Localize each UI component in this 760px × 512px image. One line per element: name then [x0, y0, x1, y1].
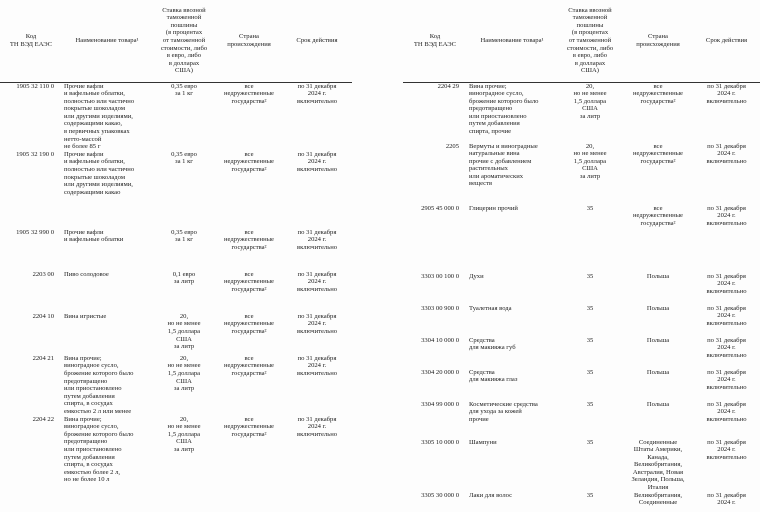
tariff-table-left [0, 0, 352, 504]
cell-name: Глицерин прочий [469, 204, 518, 212]
cell-code: 2203 00 [32, 270, 54, 278]
cell-name: Вина прочие; виноградное сусло, брожение которого было предотвращено или приостановлено путем добавления спирта, в сосудах емкостью 2 л или менее [64, 354, 134, 415]
table-row [403, 439, 760, 492]
cell-rate: 20, но не менее 1,5 доллара США за литр [573, 142, 607, 180]
table-row [0, 271, 352, 313]
cell-term: по 31 декабря 2024 г. включительно [706, 304, 747, 327]
cell-rate: 0,1 евро за литр [172, 270, 196, 286]
cell-code: 2204 10 [32, 312, 54, 320]
header-rate: Ставка ввозной таможенной пошлины (в процентах от таможенной стоимости, либо в евро, либо в долларах США) [557, 0, 623, 82]
cell-term: по 31 декабря 2024 г. включительно [296, 150, 338, 174]
cell-name: Вина игристые [64, 312, 107, 320]
table-row [403, 83, 760, 143]
table-row [403, 273, 760, 305]
cell-term: по 31 декабря 2024 г. включительно [706, 400, 747, 423]
header-rate: Ставка ввозной таможенной пошлины (в процентах от таможенной стоимости, либо в евро, либо в долларах США) [152, 0, 216, 82]
cell-rate: 35 [586, 336, 594, 344]
header-term: Срок действия [693, 0, 760, 82]
cell-country: Соединенные Штаты Америки, Канада, Великобритания, Австралия, Новая Зеландия, Польша, Италия [631, 438, 685, 492]
cell-rate: 20, но не менее 1,5 доллара США за литр [167, 312, 201, 351]
table-row [0, 83, 352, 151]
cell-term: по 31 декабря 2024 г. включительно [706, 142, 747, 165]
cell-code: 3304 99 000 0 [421, 400, 459, 408]
cell-country: Великобритания, Соединенные [633, 491, 683, 507]
cell-term: по 31 декабря 2024 г. включительно [706, 438, 747, 461]
table-row [403, 305, 760, 337]
cell-country: Польша [646, 336, 670, 344]
cell-code: 2905 45 000 0 [421, 204, 459, 212]
cell-rate: 35 [586, 272, 594, 280]
cell-code: 1905 32 190 0 [16, 150, 54, 158]
cell-name: Вина прочие; виноградное сусло, брожение которого было предотвращено или приостановлено путем добавления спирта, в сосудах емкостью более 2 л, но не более 10 л [64, 415, 134, 484]
cell-rate: 0,35 евро за 1 кг [171, 150, 197, 166]
cell-name: Прочие вафли и вафельные облатки, полностью или частично покрытые шоколадом или другими изделиями, содержащими какао [64, 150, 135, 196]
cell-term: по 31 декабря 2024 г. включительно [296, 312, 338, 336]
cell-country: все недружественные государства² [224, 415, 274, 438]
cell-name: Шампуни [469, 438, 497, 446]
cell-rate: 35 [586, 491, 594, 499]
cell-rate: 35 [586, 368, 594, 376]
table-row [0, 416, 352, 504]
cell-name: Духи [469, 272, 484, 280]
cell-rate: 35 [586, 438, 594, 446]
cell-code: 3304 20 000 0 [421, 368, 459, 376]
table-body-right [403, 82, 760, 512]
cell-name: Средства для макияжа глаз [469, 368, 518, 384]
cell-term: по 31 декабря 2024 г. включительно [296, 354, 338, 378]
cell-country: Польша [646, 368, 670, 376]
cell-term: по 31 декабря 2024 г. включительно [296, 228, 338, 252]
cell-term: по 31 декабря 2024 г. включительно [296, 415, 338, 438]
cell-name: Вермуты и виноградные натуральные вина прочие с добавлением растительных или ароматических веществ [469, 142, 538, 188]
cell-country: все недружественные государства² [224, 270, 274, 294]
cell-country: Польша [646, 272, 670, 280]
cell-country: все недружественные государства² [633, 82, 683, 105]
cell-name: Лаки для волос [469, 491, 513, 499]
cell-country: все недружественные государства² [633, 142, 683, 165]
cell-code: 2204 22 [32, 415, 54, 423]
cell-country: все недружественные государства² [224, 312, 274, 336]
header-term: Срок действия [282, 0, 352, 82]
cell-term: по 31 декабря 2024 г. [707, 491, 746, 507]
cell-rate: 20, но не менее 1,5 доллара США за литр [167, 415, 201, 453]
cell-rate: 35 [586, 400, 594, 408]
table-row [0, 313, 352, 355]
table-row [403, 205, 760, 273]
cell-code: 1905 32 990 0 [16, 228, 54, 236]
table-row [0, 151, 352, 229]
cell-rate: 0,35 евро за 1 кг [171, 82, 197, 98]
cell-code: 3303 00 100 0 [421, 272, 459, 280]
cell-code: 2204 21 [32, 354, 54, 362]
cell-code: 2204 29 [437, 82, 459, 90]
cell-term: по 31 декабря 2024 г. включительно [706, 82, 747, 105]
cell-rate: 35 [586, 304, 594, 312]
cell-code: 1905 32 110 0 [16, 82, 54, 90]
cell-name: Прочие вафли и вафельные облатки [64, 228, 124, 244]
table-row [403, 369, 760, 401]
table-row [0, 229, 352, 271]
cell-name: Средства для макияжа губ [469, 336, 516, 352]
cell-code: 3303 00 900 0 [421, 304, 459, 312]
cell-country: Польша [646, 304, 670, 312]
cell-name: Туалетная вода [469, 304, 512, 312]
table-body-left [0, 82, 352, 504]
cell-code: 3304 10 000 0 [421, 336, 459, 344]
table-header [403, 0, 760, 82]
header-country: Страна происхождения [216, 0, 282, 82]
cell-code: 2205 [445, 142, 459, 150]
cell-rate: 0,35 евро за 1 кг [171, 228, 197, 244]
cell-name: Вина прочие; виноградное сусло, брожение которого было предотвращено или приостановлено путем добавления спирта, прочие [469, 82, 539, 136]
header-name: Наименование товара¹ [467, 0, 557, 82]
table-row [403, 337, 760, 369]
cell-country: все недружественные государства² [224, 354, 274, 378]
table-row [403, 143, 760, 205]
table-row [0, 355, 352, 416]
cell-term: по 31 декабря 2024 г. включительно [706, 272, 747, 295]
cell-term: по 31 декабря 2024 г. включительно [706, 368, 747, 391]
cell-country: Польша [646, 400, 670, 408]
cell-country: все недружественные государства² [224, 82, 274, 105]
header-country: Страна происхождения [623, 0, 693, 82]
header-code: Код ТН ВЭД ЕАЭС [403, 0, 467, 82]
cell-name: Прочие вафли и вафельные облатки, полностью или частично покрытые шоколадом или другими изделиями, содержащими какао, в первичных упаковках нетто-массой не более 85 г [64, 82, 135, 151]
cell-code: 3305 30 000 0 [421, 491, 459, 499]
header-code: Код ТН ВЭД ЕАЭС [0, 0, 62, 82]
cell-country: все недружественные государства² [224, 150, 274, 174]
table-row [403, 401, 760, 439]
cell-code: 3305 10 000 0 [421, 438, 459, 446]
header-name: Наименование товара¹ [62, 0, 152, 82]
tariff-table-right [403, 0, 760, 512]
cell-name: Пиво солодовое [64, 270, 109, 278]
cell-country: все недружественные государства² [224, 228, 274, 252]
cell-name: Косметические средства для ухода за кожей прочие [469, 400, 538, 423]
table-header [0, 0, 352, 82]
cell-term: по 31 декабря 2024 г. включительно [706, 336, 747, 359]
cell-rate: 35 [586, 204, 594, 212]
cell-rate: 20, но не менее 1,5 доллара США за литр [167, 354, 201, 393]
cell-country: все недружественные государства² [633, 204, 683, 227]
cell-term: по 31 декабря 2024 г. включительно [706, 204, 747, 227]
table-row [403, 492, 760, 512]
cell-term: по 31 декабря 2024 г. включительно [296, 82, 338, 105]
cell-term: по 31 декабря 2024 г. включительно [296, 270, 338, 294]
cell-rate: 20, но не менее 1,5 доллара США за литр [573, 82, 607, 120]
